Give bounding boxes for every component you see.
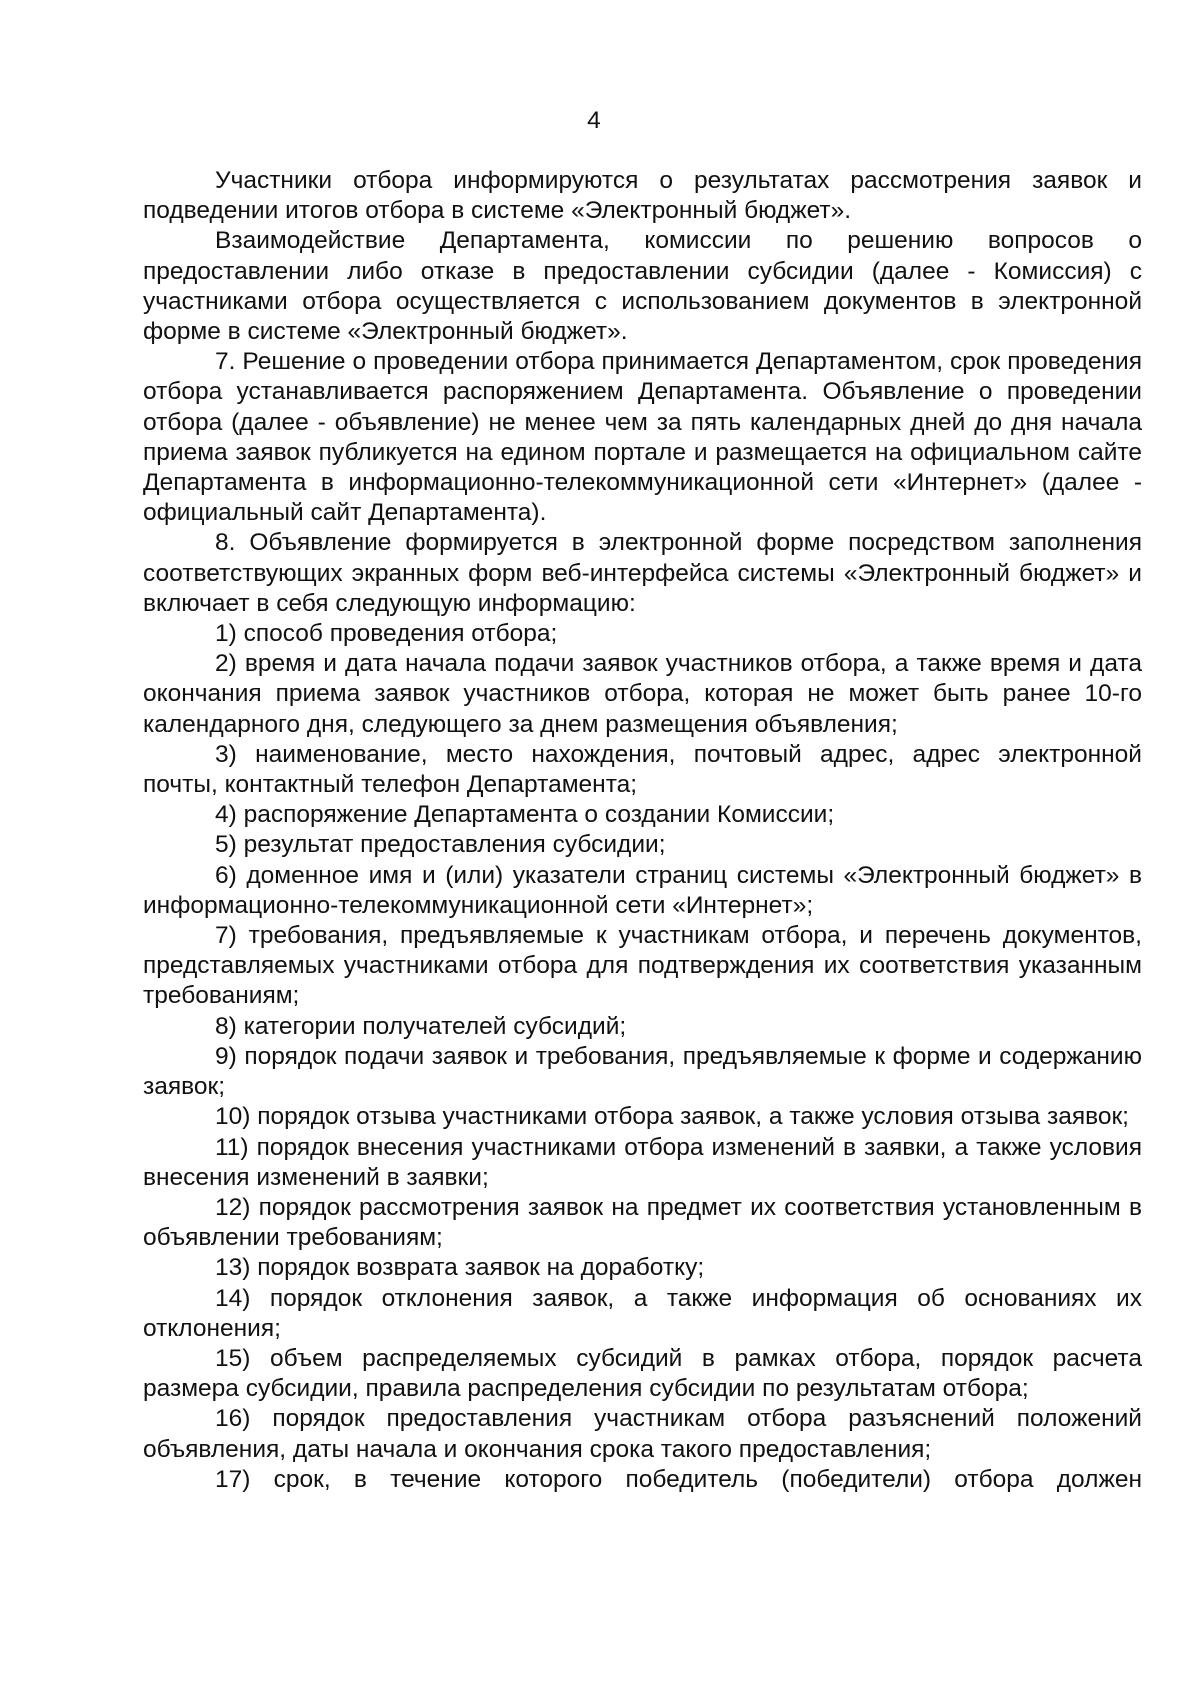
list-item-5: 5) результат предоставления субсидии; xyxy=(215,831,666,859)
list-item-2: 2) время и дата начала подачи заявок участников отбора, а также время и дата окончания приема заявок участников отбора, которая не может быть ранее 10-го календарного дня, следующего за днем размещения объявления; xyxy=(143,650,1142,738)
list-item-7: 7) требования, предъявляемые к участникам отбора, и перечень документов, представляемых участниками отбора для подтверждения их соответствия указанным требованиям; xyxy=(143,922,1142,1010)
list-item-3: 3) наименование, место нахождения, почтовый адрес, адрес электронной почты, контактный телефон Департамента; xyxy=(143,740,1142,799)
list-item-4: 4) распоряжение Департамента о создании Комиссии; xyxy=(215,801,835,829)
paragraph-results-info: Участники отбора информируются о результатах рассмотрения заявок и подведении итогов отбора в системе «Электронный бюджет». xyxy=(143,167,1142,225)
list-item-8: 8) категории получателей субсидий; xyxy=(215,1012,627,1040)
list-item-10: 10) порядок отзыва участниками отбора заявок, а также условия отзыва заявок; xyxy=(215,1103,1129,1131)
paragraph-item-7: 7. Решение о проведении отбора принимается Департаментом, срок проведения отбора устанавливается распоряжением Департамента. Объявление о проведении отбора (далее - объявление) не менее чем за пять календарных дней до дня начала приема заявок публикуется на едином портале и размещается на официальном сайте Департамента в информационно-телекоммуникационной сети «Интернет» (далее - официальный сайт Департамента). xyxy=(143,348,1142,527)
list-item-6: 6) доменное имя и (или) указатели страниц системы «Электронный бюджет» в информационно-телекоммуникационной сети «Интернет»; xyxy=(143,861,1142,919)
list-item-11: 11) порядок внесения участниками отбора изменений в заявки, а также условия внесения изменений в заявки; xyxy=(143,1133,1142,1191)
paragraph-interaction: Взаимодействие Департамента, комиссии по решению вопросов о предоставлении либо отказе в предоставлении субсидии (далее - Комиссия) с участниками отбора осуществляется с использованием документов в электронной форме в системе «Электронный бюджет». xyxy=(143,227,1142,346)
list-item-1: 1) способ проведения отбора; xyxy=(215,620,558,648)
list-item-12: 12) порядок рассмотрения заявок на предмет их соответствия установленным в объявлении требованиям; xyxy=(143,1193,1142,1252)
list-item-9: 9) порядок подачи заявок и требования, предъявляемые к форме и содержанию заявок; xyxy=(143,1042,1142,1101)
list-item-17: 17) срок, в течение которого победитель (победители) отбора должен xyxy=(215,1465,1142,1493)
paragraph-item-8: 8. Объявление формируется в электронной форме посредством заполнения соответствующих экранных форм веб-интерфейса системы «Электронный бюджет» и включает в себя следующую информацию: xyxy=(143,529,1142,617)
list-item-15: 15) объем распределяемых субсидий в рамках отбора, порядок расчета размера субсидии, правила распределения субсидии по результатам отбора; xyxy=(143,1344,1142,1403)
list-item-14: 14) порядок отклонения заявок, а также информация об основаниях их отклонения; xyxy=(143,1284,1142,1342)
document-body xyxy=(143,166,1142,1495)
page-number: 4 xyxy=(587,107,601,134)
list-item-16: 16) порядок предоставления участникам отбора разъяснений положений объявления, даты начала и окончания срока такого предоставления; xyxy=(143,1405,1142,1463)
list-item-13: 13) порядок возврата заявок на доработку; xyxy=(215,1254,705,1282)
